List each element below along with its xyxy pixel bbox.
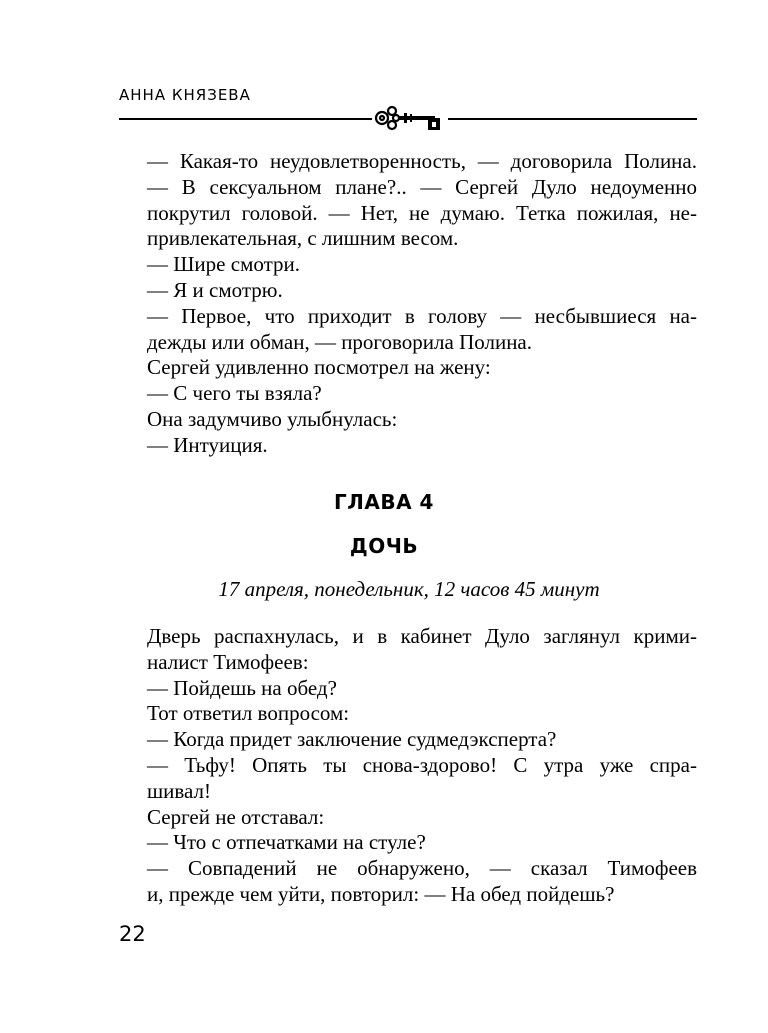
text-line: покрутил головой. — Нет, не думаю. Тетка пожилая, не- [147, 200, 697, 225]
text-line: — Я и смотрю. [147, 277, 283, 302]
text-line: — Первое, что приходит в голову — несбывшиеся на- [147, 303, 697, 328]
text-line: — Интуиция. [147, 432, 268, 457]
text-line: привлекательная, с лишним весом. [147, 226, 459, 251]
text-line: — В сексуальном плане?.. — Сергей Дуло недоуменно [147, 174, 697, 199]
text-line: — Когда придет заключение судмедэксперта? [147, 727, 557, 752]
text-line: налист Тимофеев: [147, 649, 309, 674]
text-line: дежды или обман, — проговорила Полина. [147, 329, 533, 354]
text-block-chapter [147, 624, 697, 908]
text-line: и, прежде чем уйти, повторил: — На обед пойдешь? [147, 881, 615, 906]
text-line: Сергей не отставал: [147, 804, 325, 829]
chapter-dateline: 17 апреля, понедельник, 12 часов 45 минут [218, 577, 600, 601]
text-line: — Совпадений не обнаружено, — сказал Тимофеев [147, 856, 697, 881]
chapter-number: ГЛАВА 4 [334, 490, 434, 514]
page-number: 22 [119, 922, 146, 946]
chapter-title: ДОЧЬ [349, 534, 419, 558]
text-line: — Какая-то неудовлетворенность, — договорила Полина. [147, 149, 697, 173]
text-line: Тот ответил вопросом: [147, 701, 350, 726]
text-line: Она задумчиво улыбнулась: [147, 406, 398, 431]
text-line: — Пойдешь на обед? [147, 675, 337, 700]
text-line: Сергей удивленно посмотрел на жену: [147, 355, 491, 380]
text-block-dialogue [147, 149, 697, 459]
text-line: шивал! [147, 778, 212, 803]
text-line: — Шире смотри. [147, 252, 300, 277]
text-line: — С чего ты взяла? [147, 381, 322, 406]
running-header-author: АННА КНЯЗЕВА [119, 86, 251, 104]
text-line: — Что с отпечатками на стуле? [147, 830, 426, 855]
key-icon [372, 101, 448, 135]
text-line: Дверь распахнулась, и в кабинет Дуло заглянул крими- [147, 624, 697, 648]
text-line: — Тьфу! Опять ты снова-здорово! С утра уже спра- [147, 752, 697, 777]
